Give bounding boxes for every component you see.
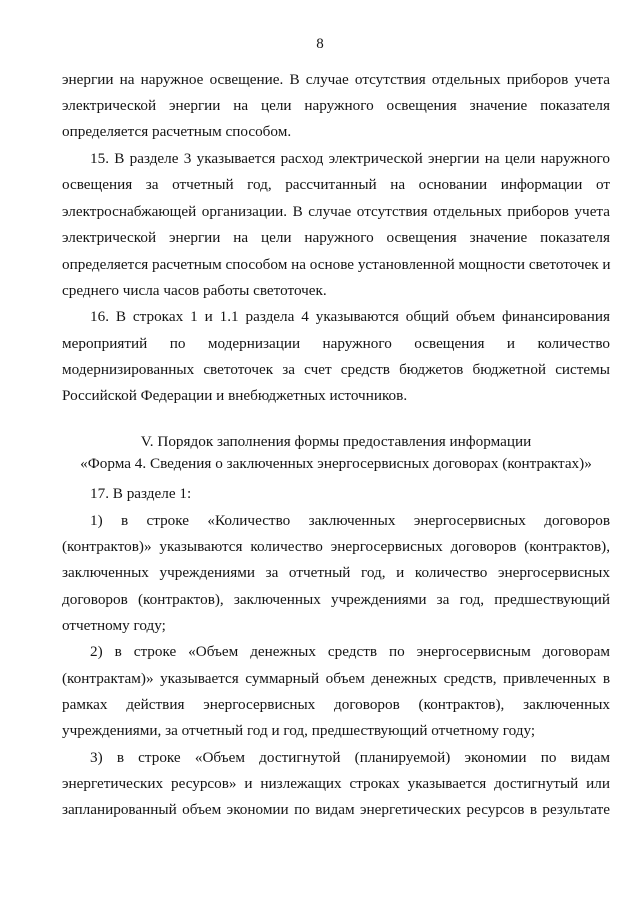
section-heading: V. Порядок заполнения формы предоставления информации [140,433,532,450]
text-line: среднего числа часов работы светоточек. [62,282,327,299]
text-line: мероприятий по модернизации наружного освещения и количество [62,335,610,352]
text-line: электроснабжающей организации. В случае отсутствия отдельных приборов учета [62,203,610,220]
paragraph-first-line: 15. В разделе 3 указывается расход электрической энергии на цели наружного [90,150,610,167]
text-line: отчетному году; [62,617,166,634]
paragraph-first-line: 17. В разделе 1: [90,485,192,502]
text-line: запланированный объем экономии по видам энергетических ресурсов в результате [62,801,610,818]
text-line: энергии на наружное освещение. В случае отсутствия отдельных приборов учета [62,71,610,88]
text-line: рамках действия энергосервисных договоров (контрактов), заключенных [62,696,610,713]
section-heading: «Форма 4. Сведения о заключенных энергосервисных договорах (контрактах)» [80,455,592,472]
text-line: заключенных учреждениями за отчетный год, и количество энергосервисных [62,564,610,581]
paragraph-first-line: 16. В строках 1 и 1.1 раздела 4 указываются общий объем финансирования [90,308,610,325]
text-line: электрической энергии на цели наружного освещения значение показателя [62,229,610,246]
text-line: Российской Федерации и внебюджетных источников. [62,387,408,404]
list-item-first-line: 3) в строке «Объем достигнутой (планируемой) экономии по видам [90,749,610,766]
list-item-first-line: 2) в строке «Объем денежных средств по энергосервисным договорам [90,643,610,660]
text-line: энергетических ресурсов» и низлежащих строках указывается достигнутый или [62,775,610,792]
text-line: учреждениями, за отчетный год и год, предшествующий отчетному году; [62,722,536,739]
text-line: определяется расчетным способом на основе установленной мощности светоточек и [62,256,611,273]
text-line: договоров (контрактов), заключенных учреждениями за год, предшествующий [62,591,610,608]
text-line: освещения за отчетный год, рассчитанный на основании информации от [62,176,610,193]
list-item-first-line: 1) в строке «Количество заключенных энергосервисных договоров [90,512,610,529]
text-line: (контрактам)» указывается суммарный объем денежных средств, привлеченных в [62,670,610,687]
text-line: электрической энергии на цели наружного освещения значение показателя [62,97,610,114]
page-number: 8 [316,36,324,52]
text-line: определяется расчетным способом. [62,123,292,140]
text-line: (контрактов)» указываются количество энергосервисных договоров (контрактов), [62,538,610,555]
text-line: модернизированных светоточек за счет средств бюджетов бюджетной системы [62,361,610,378]
